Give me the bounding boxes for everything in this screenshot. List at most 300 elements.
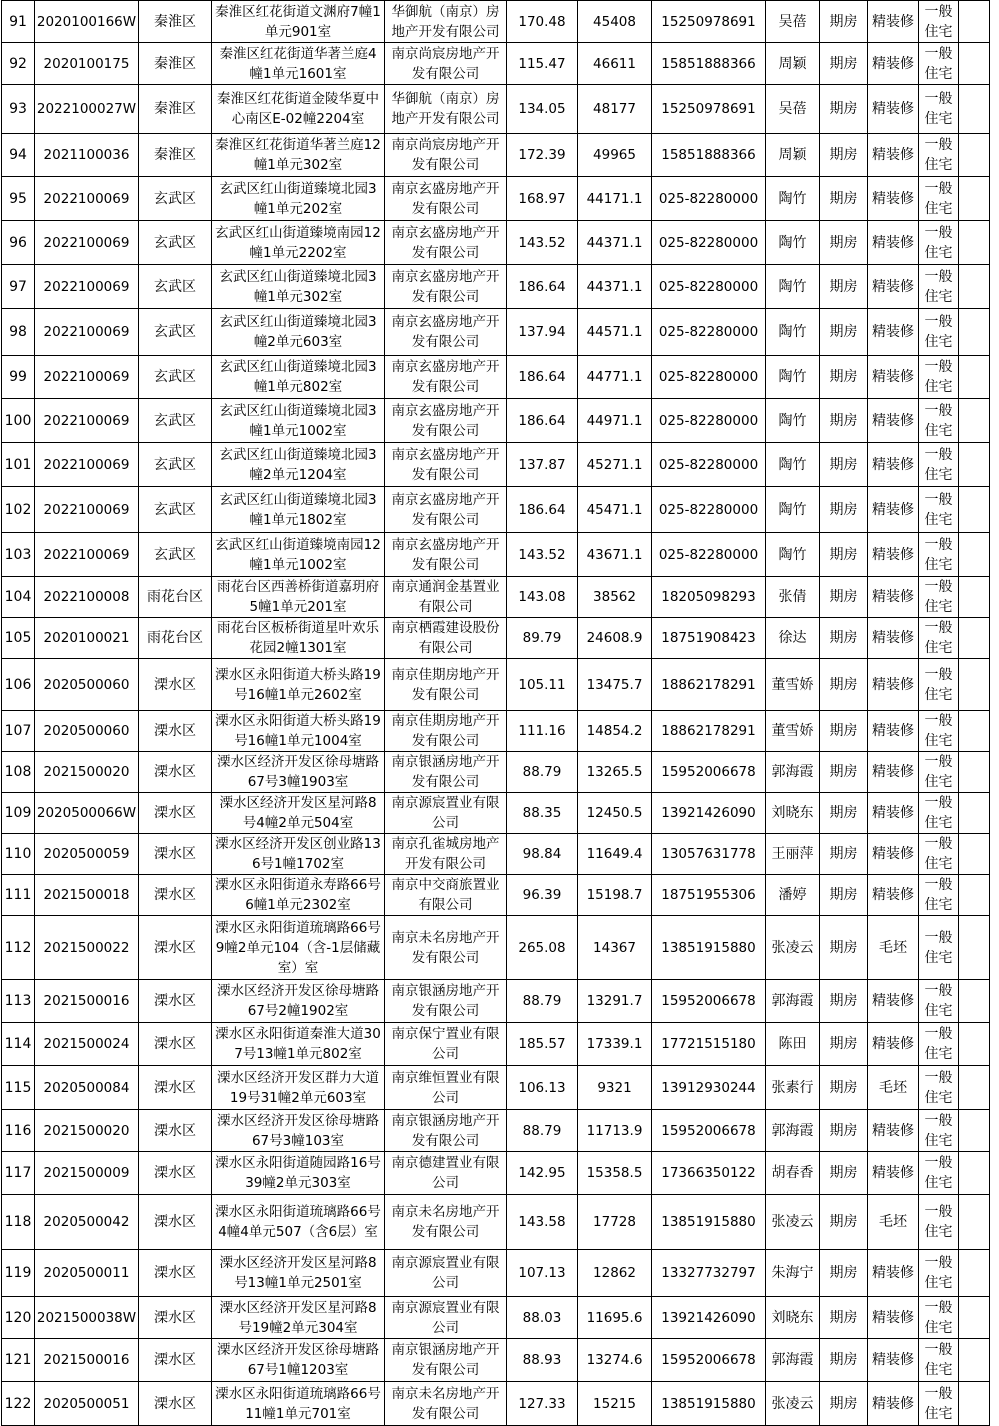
developer-cell: 南京栖霞建设股份有限公司 [385, 618, 507, 659]
address-cell: 玄武区红山街道臻境北园3幢1单元202室 [212, 177, 385, 221]
sale-type-cell: 期房 [820, 577, 868, 618]
district-cell: 溧水区 [139, 659, 212, 711]
decoration-cell: 精装修 [868, 1339, 919, 1382]
contact-cell: 陶竹 [766, 265, 820, 309]
contact-cell: 张素行 [766, 1066, 820, 1110]
phone-cell: 025-82280000 [652, 399, 766, 443]
area-cell: 185.57 [507, 1023, 578, 1066]
district-cell: 秦淮区 [139, 1, 212, 43]
address-cell: 溧水区经济开发区徐母塘路67号3幢1903室 [212, 752, 385, 793]
extra-cell [959, 85, 990, 134]
sale-type-cell: 期房 [820, 711, 868, 752]
decoration-cell: 精装修 [868, 309, 919, 356]
extra-cell [959, 1297, 990, 1339]
price-cell: 11649.4 [578, 834, 652, 875]
extra-cell [959, 916, 990, 980]
contact-cell: 吴蓓 [766, 1, 820, 43]
contact-cell: 陶竹 [766, 487, 820, 533]
usage-cell: 一般住宅 [919, 793, 959, 834]
row-number-cell: 93 [2, 85, 35, 134]
decoration-cell: 精装修 [868, 1250, 919, 1297]
usage-cell: 一般住宅 [919, 659, 959, 711]
area-cell: 88.79 [507, 1110, 578, 1152]
address-cell: 玄武区红山街道臻境南园12幢1单元2202室 [212, 221, 385, 265]
contact-cell: 周颖 [766, 43, 820, 85]
phone-cell: 13851915880 [652, 1195, 766, 1250]
district-cell: 溧水区 [139, 1195, 212, 1250]
table-row [2, 177, 990, 221]
row-number-cell: 102 [2, 487, 35, 533]
usage-cell: 一般住宅 [919, 43, 959, 85]
developer-cell: 南京玄盛房地产开发有限公司 [385, 177, 507, 221]
row-number-cell: 107 [2, 711, 35, 752]
phone-cell: 13851915880 [652, 1382, 766, 1426]
contact-cell: 郭海霞 [766, 752, 820, 793]
developer-cell: 南京佳期房地产开发有限公司 [385, 659, 507, 711]
price-cell: 43671.1 [578, 533, 652, 577]
table-row [2, 1066, 990, 1110]
area-cell: 96.39 [507, 875, 578, 916]
price-cell: 17339.1 [578, 1023, 652, 1066]
district-cell: 秦淮区 [139, 85, 212, 134]
phone-cell: 13327732797 [652, 1250, 766, 1297]
row-number-cell: 98 [2, 309, 35, 356]
phone-cell: 15952006678 [652, 1339, 766, 1382]
table-row [2, 533, 990, 577]
usage-cell: 一般住宅 [919, 1250, 959, 1297]
usage-cell: 一般住宅 [919, 1382, 959, 1426]
decoration-cell: 精装修 [868, 793, 919, 834]
price-cell: 15215 [578, 1382, 652, 1426]
phone-cell: 15952006678 [652, 752, 766, 793]
record-id-cell: 2022100069 [35, 356, 139, 399]
area-cell: 137.87 [507, 443, 578, 487]
table-row [2, 1339, 990, 1382]
developer-cell: 南京德建置业有限公司 [385, 1152, 507, 1195]
row-number-cell: 118 [2, 1195, 35, 1250]
contact-cell: 周颖 [766, 134, 820, 177]
address-cell: 溧水区经济开发区创业路136号1幢1702室 [212, 834, 385, 875]
address-cell: 溧水区经济开发区星河路8号13幢1单元2501室 [212, 1250, 385, 1297]
area-cell: 105.11 [507, 659, 578, 711]
table-row [2, 793, 990, 834]
row-number-cell: 113 [2, 980, 35, 1023]
contact-cell: 朱海宁 [766, 1250, 820, 1297]
developer-cell: 南京维恒置业有限公司 [385, 1066, 507, 1110]
price-cell: 15358.5 [578, 1152, 652, 1195]
sale-type-cell: 期房 [820, 980, 868, 1023]
district-cell: 溧水区 [139, 1152, 212, 1195]
price-cell: 9321 [578, 1066, 652, 1110]
contact-cell: 郭海霞 [766, 1110, 820, 1152]
table-row [2, 399, 990, 443]
area-cell: 143.52 [507, 221, 578, 265]
address-cell: 玄武区红山街道臻境北园3幢1单元302室 [212, 265, 385, 309]
sale-type-cell: 期房 [820, 134, 868, 177]
extra-cell [959, 1, 990, 43]
address-cell: 溧水区经济开发区群力大道19号31幢2单元603室 [212, 1066, 385, 1110]
row-number-cell: 112 [2, 916, 35, 980]
developer-cell: 南京通润金基置业有限公司 [385, 577, 507, 618]
area-cell: 137.94 [507, 309, 578, 356]
extra-cell [959, 618, 990, 659]
table-row [2, 134, 990, 177]
sale-type-cell: 期房 [820, 221, 868, 265]
area-cell: 115.47 [507, 43, 578, 85]
district-cell: 溧水区 [139, 834, 212, 875]
phone-cell: 18862178291 [652, 659, 766, 711]
address-cell: 溧水区永阳街道永寿路66号6幢1单元2302室 [212, 875, 385, 916]
area-cell: 98.84 [507, 834, 578, 875]
contact-cell: 董雪娇 [766, 659, 820, 711]
extra-cell [959, 177, 990, 221]
developer-cell: 华御航（南京）房地产开发有限公司 [385, 85, 507, 134]
sale-type-cell: 期房 [820, 85, 868, 134]
price-cell: 15198.7 [578, 875, 652, 916]
developer-cell: 南京玄盛房地产开发有限公司 [385, 309, 507, 356]
address-cell: 溧水区永阳街道秦淮大道307号13幢1单元802室 [212, 1023, 385, 1066]
table-row [2, 221, 990, 265]
sale-type-cell: 期房 [820, 1066, 868, 1110]
district-cell: 玄武区 [139, 356, 212, 399]
address-cell: 玄武区红山街道臻境南园12幢1单元1002室 [212, 533, 385, 577]
row-number-cell: 91 [2, 1, 35, 43]
decoration-cell: 毛坯 [868, 1195, 919, 1250]
contact-cell: 陶竹 [766, 356, 820, 399]
extra-cell [959, 980, 990, 1023]
row-number-cell: 109 [2, 793, 35, 834]
record-id-cell: 2020500059 [35, 834, 139, 875]
housing-listing-table [1, 0, 990, 1426]
extra-cell [959, 1382, 990, 1426]
extra-cell [959, 487, 990, 533]
phone-cell: 15851888366 [652, 43, 766, 85]
decoration-cell: 精装修 [868, 533, 919, 577]
decoration-cell: 精装修 [868, 577, 919, 618]
phone-cell: 17721515180 [652, 1023, 766, 1066]
contact-cell: 潘婷 [766, 875, 820, 916]
extra-cell [959, 309, 990, 356]
phone-cell: 15952006678 [652, 980, 766, 1023]
row-number-cell: 115 [2, 1066, 35, 1110]
decoration-cell: 精装修 [868, 752, 919, 793]
contact-cell: 陈田 [766, 1023, 820, 1066]
usage-cell: 一般住宅 [919, 533, 959, 577]
area-cell: 168.97 [507, 177, 578, 221]
record-id-cell: 2021500016 [35, 980, 139, 1023]
record-id-cell: 2020500066W [35, 793, 139, 834]
district-cell: 溧水区 [139, 1297, 212, 1339]
decoration-cell: 精装修 [868, 1110, 919, 1152]
decoration-cell: 精装修 [868, 177, 919, 221]
area-cell: 186.64 [507, 399, 578, 443]
developer-cell: 南京佳期房地产开发有限公司 [385, 711, 507, 752]
usage-cell: 一般住宅 [919, 443, 959, 487]
table-row [2, 1195, 990, 1250]
record-id-cell: 2022100069 [35, 221, 139, 265]
usage-cell: 一般住宅 [919, 1066, 959, 1110]
price-cell: 17728 [578, 1195, 652, 1250]
area-cell: 170.48 [507, 1, 578, 43]
usage-cell: 一般住宅 [919, 85, 959, 134]
developer-cell: 南京玄盛房地产开发有限公司 [385, 356, 507, 399]
district-cell: 溧水区 [139, 1023, 212, 1066]
extra-cell [959, 1339, 990, 1382]
extra-cell [959, 265, 990, 309]
area-cell: 186.64 [507, 356, 578, 399]
contact-cell: 陶竹 [766, 443, 820, 487]
extra-cell [959, 1110, 990, 1152]
usage-cell: 一般住宅 [919, 980, 959, 1023]
area-cell: 88.03 [507, 1297, 578, 1339]
sale-type-cell: 期房 [820, 834, 868, 875]
address-cell: 溧水区永阳街道琉璃路66号4幢4单元507（含6层）室 [212, 1195, 385, 1250]
usage-cell: 一般住宅 [919, 1, 959, 43]
phone-cell: 15250978691 [652, 85, 766, 134]
extra-cell [959, 834, 990, 875]
contact-cell: 张倩 [766, 577, 820, 618]
area-cell: 89.79 [507, 618, 578, 659]
address-cell: 秦淮区红花街道华著兰庭12幢1单元302室 [212, 134, 385, 177]
table-row [2, 1382, 990, 1426]
decoration-cell: 毛坯 [868, 1066, 919, 1110]
address-cell: 溧水区永阳街道大桥头路19号16幢1单元2602室 [212, 659, 385, 711]
area-cell: 88.93 [507, 1339, 578, 1382]
record-id-cell: 2020100166W [35, 1, 139, 43]
extra-cell [959, 1152, 990, 1195]
contact-cell: 吴蓓 [766, 85, 820, 134]
table-row [2, 659, 990, 711]
developer-cell: 南京银涵房地产开发有限公司 [385, 1339, 507, 1382]
developer-cell: 华御航（南京）房地产开发有限公司 [385, 1, 507, 43]
district-cell: 秦淮区 [139, 134, 212, 177]
price-cell: 12862 [578, 1250, 652, 1297]
phone-cell: 025-82280000 [652, 533, 766, 577]
price-cell: 45408 [578, 1, 652, 43]
decoration-cell: 精装修 [868, 399, 919, 443]
sale-type-cell: 期房 [820, 1110, 868, 1152]
row-number-cell: 97 [2, 265, 35, 309]
contact-cell: 陶竹 [766, 309, 820, 356]
row-number-cell: 122 [2, 1382, 35, 1426]
price-cell: 13291.7 [578, 980, 652, 1023]
usage-cell: 一般住宅 [919, 134, 959, 177]
price-cell: 38562 [578, 577, 652, 618]
row-number-cell: 100 [2, 399, 35, 443]
row-number-cell: 119 [2, 1250, 35, 1297]
developer-cell: 南京源宸置业有限公司 [385, 1250, 507, 1297]
district-cell: 玄武区 [139, 399, 212, 443]
sale-type-cell: 期房 [820, 752, 868, 793]
decoration-cell: 精装修 [868, 1023, 919, 1066]
extra-cell [959, 356, 990, 399]
area-cell: 127.33 [507, 1382, 578, 1426]
district-cell: 溧水区 [139, 1339, 212, 1382]
area-cell: 106.13 [507, 1066, 578, 1110]
phone-cell: 18751908423 [652, 618, 766, 659]
extra-cell [959, 752, 990, 793]
phone-cell: 15952006678 [652, 1110, 766, 1152]
district-cell: 秦淮区 [139, 43, 212, 85]
row-number-cell: 101 [2, 443, 35, 487]
decoration-cell: 精装修 [868, 1152, 919, 1195]
table-row [2, 265, 990, 309]
extra-cell [959, 399, 990, 443]
usage-cell: 一般住宅 [919, 875, 959, 916]
district-cell: 溧水区 [139, 711, 212, 752]
developer-cell: 南京玄盛房地产开发有限公司 [385, 533, 507, 577]
address-cell: 溧水区永阳街道琉璃路66号9幢2单元104（含-1层储藏室）室 [212, 916, 385, 980]
contact-cell: 张凌云 [766, 1195, 820, 1250]
developer-cell: 南京银涵房地产开发有限公司 [385, 752, 507, 793]
phone-cell: 15250978691 [652, 1, 766, 43]
address-cell: 秦淮区红花街道文渊府7幢1单元901室 [212, 1, 385, 43]
phone-cell: 025-82280000 [652, 177, 766, 221]
sale-type-cell: 期房 [820, 356, 868, 399]
price-cell: 14854.2 [578, 711, 652, 752]
sale-type-cell: 期房 [820, 1382, 868, 1426]
usage-cell: 一般住宅 [919, 834, 959, 875]
developer-cell: 南京孔雀城房地产开发有限公司 [385, 834, 507, 875]
table-row [2, 1, 990, 43]
sale-type-cell: 期房 [820, 659, 868, 711]
extra-cell [959, 577, 990, 618]
extra-cell [959, 875, 990, 916]
price-cell: 46611 [578, 43, 652, 85]
district-cell: 溧水区 [139, 1110, 212, 1152]
sale-type-cell: 期房 [820, 309, 868, 356]
row-number-cell: 108 [2, 752, 35, 793]
contact-cell: 郭海霞 [766, 1339, 820, 1382]
area-cell: 143.58 [507, 1195, 578, 1250]
price-cell: 45471.1 [578, 487, 652, 533]
decoration-cell: 精装修 [868, 487, 919, 533]
sale-type-cell: 期房 [820, 793, 868, 834]
developer-cell: 南京玄盛房地产开发有限公司 [385, 221, 507, 265]
decoration-cell: 精装修 [868, 265, 919, 309]
contact-cell: 胡春香 [766, 1152, 820, 1195]
district-cell: 雨花台区 [139, 618, 212, 659]
address-cell: 雨花台区板桥街道星叶欢乐花园2幢1301室 [212, 618, 385, 659]
decoration-cell: 精装修 [868, 711, 919, 752]
decoration-cell: 精装修 [868, 1297, 919, 1339]
row-number-cell: 105 [2, 618, 35, 659]
sale-type-cell: 期房 [820, 1152, 868, 1195]
record-id-cell: 2022100069 [35, 265, 139, 309]
row-number-cell: 99 [2, 356, 35, 399]
decoration-cell: 精装修 [868, 85, 919, 134]
district-cell: 玄武区 [139, 177, 212, 221]
price-cell: 44971.1 [578, 399, 652, 443]
decoration-cell: 精装修 [868, 659, 919, 711]
sale-type-cell: 期房 [820, 1297, 868, 1339]
extra-cell [959, 1195, 990, 1250]
contact-cell: 张凌云 [766, 916, 820, 980]
developer-cell: 南京未名房地产开发有限公司 [385, 1382, 507, 1426]
extra-cell [959, 1066, 990, 1110]
price-cell: 13274.6 [578, 1339, 652, 1382]
table-row [2, 43, 990, 85]
address-cell: 溧水区永阳街道大桥头路19号16幢1单元1004室 [212, 711, 385, 752]
developer-cell: 南京保宁置业有限公司 [385, 1023, 507, 1066]
table-row [2, 980, 990, 1023]
record-id-cell: 2022100069 [35, 487, 139, 533]
district-cell: 玄武区 [139, 221, 212, 265]
price-cell: 44371.1 [578, 221, 652, 265]
record-id-cell: 2022100027W [35, 85, 139, 134]
record-id-cell: 2022100069 [35, 443, 139, 487]
record-id-cell: 2022100069 [35, 533, 139, 577]
contact-cell: 董雪娇 [766, 711, 820, 752]
price-cell: 48177 [578, 85, 652, 134]
record-id-cell: 2020500060 [35, 711, 139, 752]
usage-cell: 一般住宅 [919, 1023, 959, 1066]
phone-cell: 18862178291 [652, 711, 766, 752]
district-cell: 溧水区 [139, 793, 212, 834]
sale-type-cell: 期房 [820, 1, 868, 43]
record-id-cell: 2022100008 [35, 577, 139, 618]
phone-cell: 15851888366 [652, 134, 766, 177]
extra-cell [959, 43, 990, 85]
extra-cell [959, 443, 990, 487]
contact-cell: 刘晓东 [766, 793, 820, 834]
phone-cell: 025-82280000 [652, 309, 766, 356]
area-cell: 134.05 [507, 85, 578, 134]
usage-cell: 一般住宅 [919, 177, 959, 221]
area-cell: 88.79 [507, 980, 578, 1023]
extra-cell [959, 711, 990, 752]
table-row [2, 875, 990, 916]
extra-cell [959, 533, 990, 577]
table-row [2, 443, 990, 487]
developer-cell: 南京未名房地产开发有限公司 [385, 916, 507, 980]
area-cell: 107.13 [507, 1250, 578, 1297]
contact-cell: 陶竹 [766, 221, 820, 265]
usage-cell: 一般住宅 [919, 265, 959, 309]
district-cell: 玄武区 [139, 533, 212, 577]
record-id-cell: 2021500018 [35, 875, 139, 916]
usage-cell: 一般住宅 [919, 1110, 959, 1152]
contact-cell: 王丽萍 [766, 834, 820, 875]
address-cell: 秦淮区红花街道金陵华夏中心南区E-02幢2204室 [212, 85, 385, 134]
contact-cell: 张凌云 [766, 1382, 820, 1426]
extra-cell [959, 1250, 990, 1297]
contact-cell: 徐达 [766, 618, 820, 659]
decoration-cell: 精装修 [868, 980, 919, 1023]
usage-cell: 一般住宅 [919, 916, 959, 980]
phone-cell: 13921426090 [652, 793, 766, 834]
sale-type-cell: 期房 [820, 443, 868, 487]
sale-type-cell: 期房 [820, 1250, 868, 1297]
extra-cell [959, 1023, 990, 1066]
row-number-cell: 104 [2, 577, 35, 618]
price-cell: 44171.1 [578, 177, 652, 221]
table-row [2, 1152, 990, 1195]
sale-type-cell: 期房 [820, 618, 868, 659]
row-number-cell: 117 [2, 1152, 35, 1195]
sale-type-cell: 期房 [820, 1339, 868, 1382]
phone-cell: 13912930244 [652, 1066, 766, 1110]
record-id-cell: 2020500060 [35, 659, 139, 711]
district-cell: 溧水区 [139, 1382, 212, 1426]
contact-cell: 刘晓东 [766, 1297, 820, 1339]
price-cell: 11695.6 [578, 1297, 652, 1339]
record-id-cell: 2020500051 [35, 1382, 139, 1426]
area-cell: 88.35 [507, 793, 578, 834]
area-cell: 143.52 [507, 533, 578, 577]
sale-type-cell: 期房 [820, 1023, 868, 1066]
usage-cell: 一般住宅 [919, 221, 959, 265]
